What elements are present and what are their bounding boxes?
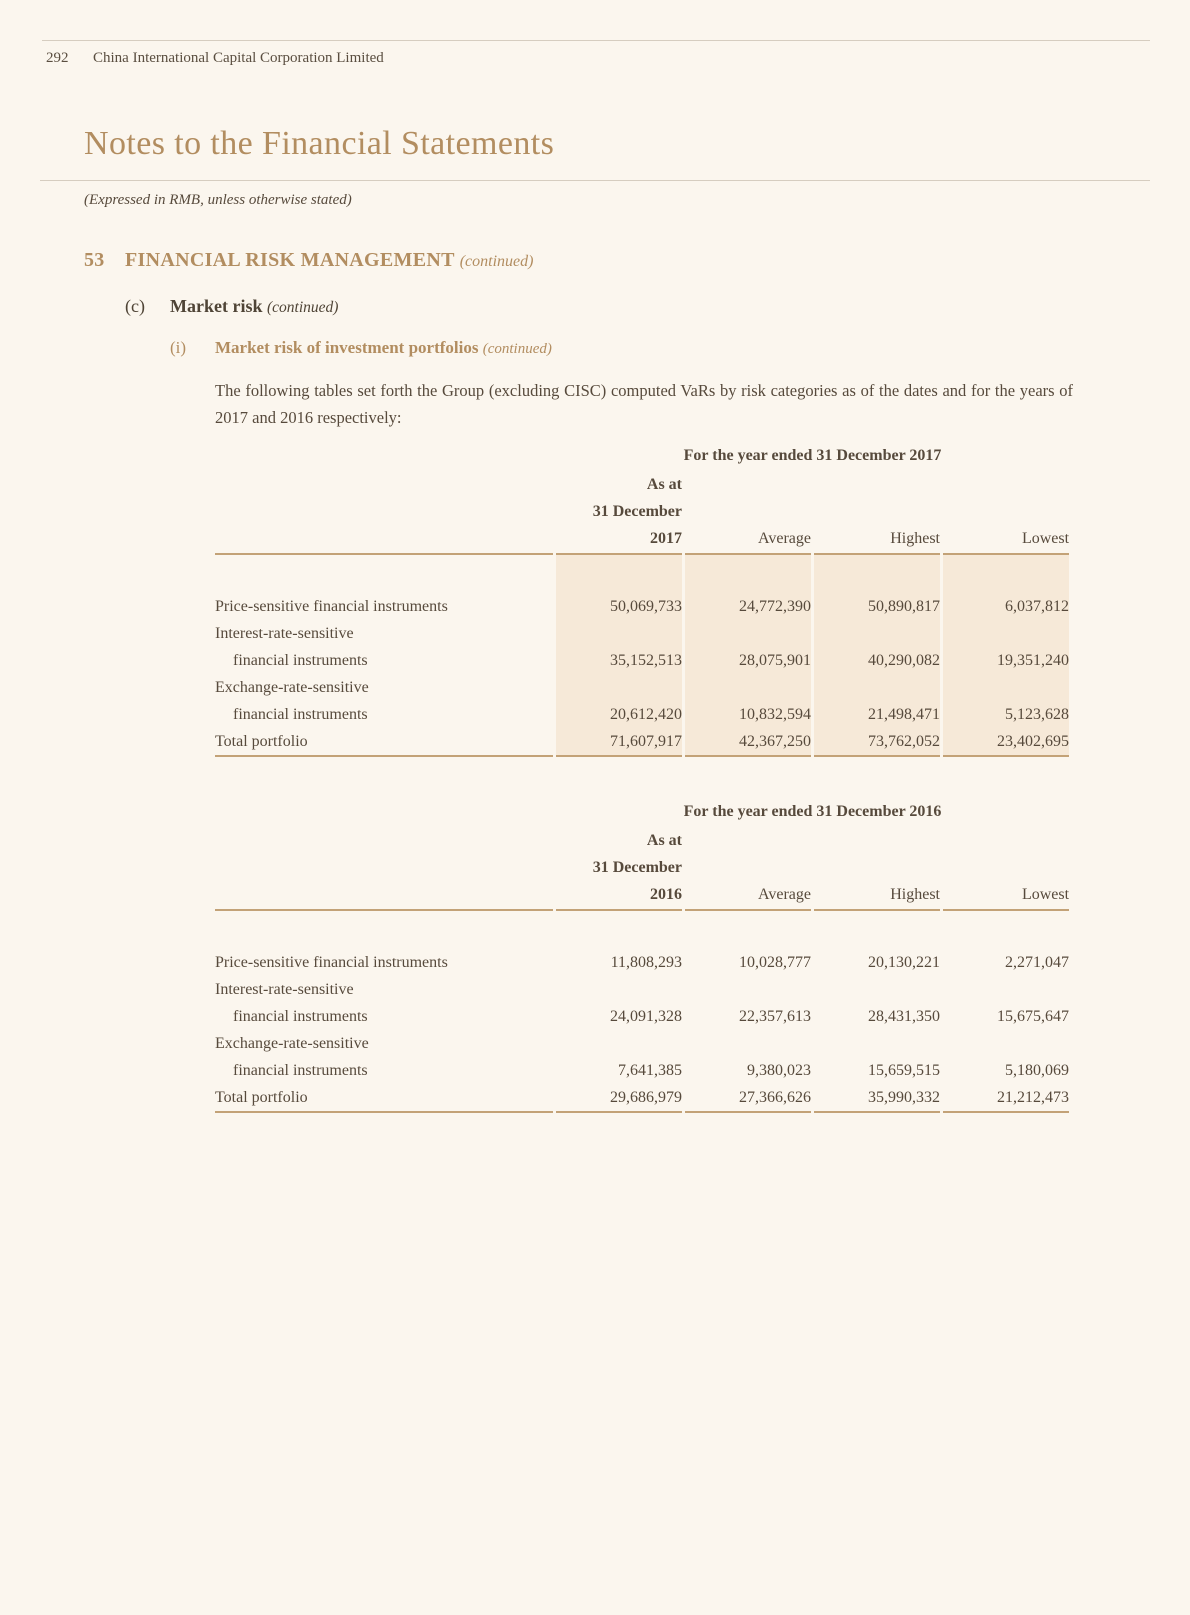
section-continued: (continued) [459,253,534,270]
header-row [215,471,1069,498]
cell-value: 22,357,613 [739,1007,811,1025]
subsection-label: (c) [125,296,145,316]
header-row [215,498,1069,525]
cell-value: 15,659,515 [868,1061,940,1079]
empty-cell [943,827,1069,854]
row-label: Total portfolio [215,1084,553,1113]
cell-value: 21,498,471 [814,701,940,728]
cell-value [556,1030,682,1057]
header-row [215,827,1069,854]
cell-value [685,674,811,701]
cell-value [556,976,682,1003]
cell-value: 19,351,240 [943,647,1069,674]
var-table-2017 [212,441,1072,757]
empty-cell [215,911,553,949]
cell-value [814,620,940,647]
subsection-heading [125,296,1190,317]
cell-value [814,976,940,1003]
cell-value: 5,123,628 [943,701,1069,728]
header-row [215,525,1069,555]
cell-value: 23,402,695 [943,728,1069,757]
empty-cell [685,555,811,593]
cell-value [814,674,940,701]
row-label: Interest-rate-sensitive [215,624,354,642]
empty-cell [215,881,553,911]
section-heading [84,249,1190,272]
cell-value [556,674,682,701]
empty-cell [556,555,682,593]
empty-cell [685,827,811,854]
cell-value [556,620,682,647]
empty-cell [215,471,553,498]
col-header-31december: 31 December [592,858,682,876]
empty-cell [215,555,553,593]
cell-value: 15,675,647 [997,1007,1070,1025]
company-name: China International Capital Corporation Limited [93,50,384,66]
empty-cell [215,854,553,881]
cell-value: 20,612,420 [556,701,682,728]
title-rule [40,180,1150,181]
empty-cell [215,827,553,854]
cell-value: 29,686,979 [556,1084,682,1113]
empty-cell [943,911,1069,949]
cell-value: 11,808,293 [610,953,682,971]
col-header-average: Average [685,525,811,555]
cell-value: 24,091,328 [610,1007,682,1025]
table-row [215,593,1069,620]
subsection-title: Market risk [170,296,263,316]
empty-cell [685,498,811,525]
empty-cell [814,498,940,525]
table-row [215,674,1069,701]
empty-cell [215,525,553,555]
empty-cell [814,827,940,854]
cell-value [943,674,1069,701]
table-row-total [215,1084,1069,1113]
col-header-year: 2016 [556,881,682,911]
cell-value: 42,367,250 [685,728,811,757]
row-label: financial instruments [233,651,368,669]
empty-cell [943,471,1069,498]
table-row [215,1030,1069,1057]
row-label: financial instruments [233,1007,368,1025]
col-header-asat: As at [646,831,682,849]
cell-value: 28,431,350 [868,1007,940,1025]
empty-cell [556,911,682,949]
cell-value [685,1030,811,1057]
row-label: Exchange-rate-sensitive [215,1034,369,1052]
header-rule [42,40,1150,41]
empty-cell [215,441,553,471]
empty-cell [943,555,1069,593]
cell-value: 5,180,069 [1005,1061,1070,1079]
table-caption: For the year ended 31 December 2017 [683,447,942,464]
row-label: Interest-rate-sensitive [215,980,354,998]
cell-value [943,620,1069,647]
empty-cell [215,498,553,525]
cell-value: 71,607,917 [556,728,682,757]
col-header-lowest: Lowest [943,881,1069,911]
table-row-total [215,728,1069,757]
currency-note: (Expressed in RMB, unless otherwise stated) [84,192,352,208]
cell-value: 10,832,594 [685,701,811,728]
col-header-year: 2017 [556,525,682,555]
col-header-lowest: Lowest [943,525,1069,555]
var-table-2016 [212,797,1072,1113]
table-caption: For the year ended 31 December 2016 [683,803,942,820]
empty-cell [814,854,940,881]
table-row [215,701,1069,728]
empty-cell [814,555,940,593]
cell-value: 9,380,023 [747,1061,811,1079]
cell-value: 7,641,385 [618,1061,682,1079]
cell-value [685,620,811,647]
cell-value: 73,762,052 [814,728,940,757]
empty-cell [685,854,811,881]
row-label: Exchange-rate-sensitive [215,678,369,696]
cell-value: 24,772,390 [685,593,811,620]
empty-cell [215,797,553,827]
page-number: 292 [46,50,69,66]
col-header-asat: As at [646,475,682,493]
col-header-highest: Highest [814,881,940,911]
cell-value [943,976,1069,1003]
section-number: 53 [84,249,105,271]
cell-value: 27,366,626 [685,1084,811,1113]
cell-value: 21,212,473 [943,1084,1069,1113]
page-title: Notes to the Financial Statements [84,125,555,162]
section-title: FINANCIAL RISK MANAGEMENT [125,249,455,271]
col-header-31december: 31 December [592,502,682,520]
table-row [215,620,1069,647]
cell-value: 28,075,901 [685,647,811,674]
table-row [215,647,1069,674]
row-label: Total portfolio [215,728,553,757]
cell-value [685,976,811,1003]
cell-value: 50,069,733 [556,593,682,620]
empty-cell [943,854,1069,881]
running-header [46,50,1190,67]
subsubsection-continued: (continued) [482,341,552,357]
cell-value: 20,130,221 [868,953,940,971]
header-row [215,881,1069,911]
empty-cell [685,911,811,949]
subsubsection-label: (i) [170,338,187,357]
cell-value: 2,271,047 [1005,953,1070,971]
row-label: financial instruments [233,705,368,723]
row-label: financial instruments [233,1061,368,1079]
caption-row [215,441,1069,471]
table-row [215,949,1069,976]
empty-cell [943,498,1069,525]
subsubsection-heading [170,338,1190,358]
empty-cell [685,471,811,498]
table-row [215,1003,1069,1030]
table-row [215,1057,1069,1084]
row-label: Price-sensitive financial instruments [215,953,448,971]
header-row [215,854,1069,881]
cell-value: 6,037,812 [943,593,1069,620]
intro-paragraph: The following tables set forth the Group (excluding CISC) computed VaRs by risk categories as of the dates and for the years of 2017 and 2016 respectively: [215,381,1073,427]
cell-value: 50,890,817 [814,593,940,620]
col-header-average: Average [685,881,811,911]
spacer-row [215,911,1069,949]
empty-cell [814,911,940,949]
cell-value: 40,290,082 [814,647,940,674]
cell-value: 10,028,777 [739,953,811,971]
caption-row [215,797,1069,827]
cell-value: 35,990,332 [814,1084,940,1113]
cell-value [943,1030,1069,1057]
row-label: Price-sensitive financial instruments [215,597,448,615]
subsubsection-title: Market risk of investment portfolios [215,338,479,357]
spacer-row [215,555,1069,593]
subsection-continued: (continued) [266,299,339,316]
cell-value: 35,152,513 [556,647,682,674]
col-header-highest: Highest [814,525,940,555]
empty-cell [814,471,940,498]
cell-value [814,1030,940,1057]
table-row [215,976,1069,1003]
